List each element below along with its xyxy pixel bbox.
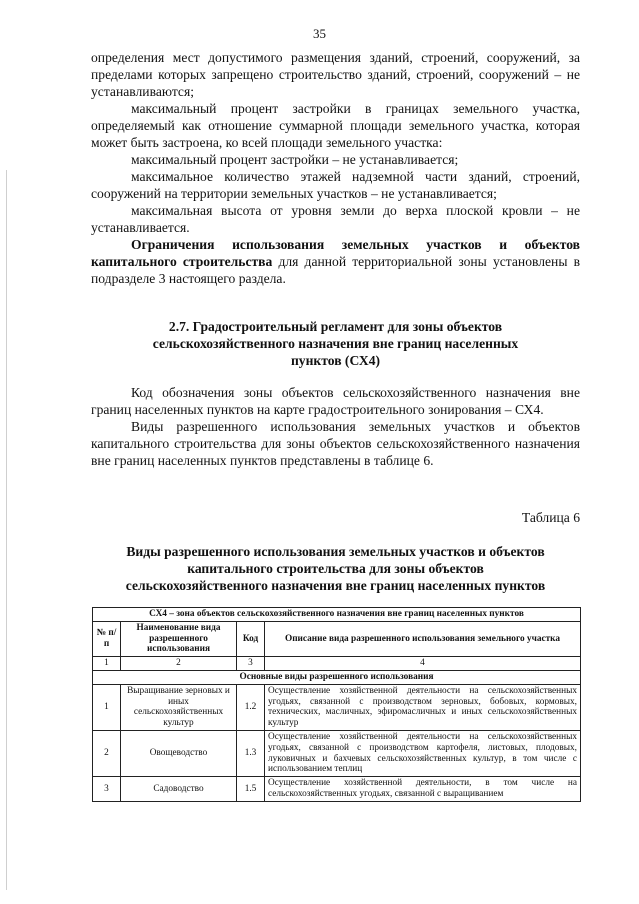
- paragraph-max-coverage: максимальный процент застройки – не устанавливается;: [131, 152, 459, 167]
- table-column-number-row: [93, 657, 581, 671]
- table-column-header-row: [93, 621, 581, 656]
- table-label: Таблица 6: [521, 510, 580, 525]
- row-num: 1: [93, 684, 121, 730]
- table-row: [93, 777, 581, 802]
- paragraph-zone-code: Код обозначения зоны объектов сельскохозяйственного назначения вне границ населенных пунктов на карте градостроительного зонирования – СХ4.: [91, 385, 580, 417]
- scan-edge-divider: [6, 170, 7, 890]
- paragraph-table-reference: Виды разрешенного использования земельных участков и объектов капитального строительства для зоны объектов сельскохозяйственного назначения вне границ населенных пунктов представлены в таблице 6.: [91, 419, 580, 468]
- table-row: [93, 730, 581, 776]
- section-heading-line: пунктов (СХ4): [290, 353, 381, 368]
- page-number: 35: [313, 26, 326, 41]
- table-zone-header-row: [93, 608, 581, 622]
- restrictions-bold-text: Ограничения использования земельных участков и объектов капитального строительства: [91, 237, 580, 269]
- section-row-cell: Основные виды разрешенного использования: [93, 670, 581, 684]
- header-code: Код: [237, 621, 265, 656]
- row-code: 1.5: [237, 777, 265, 802]
- row-description: Осуществление хозяйственной деятельности на сельскохозяйственных угодьях, связанной с производством зерновых, бобовых, кормовых, технических, масличных, эфиромасличных и иных сельскохозяйственных культур: [265, 684, 581, 730]
- row-name: Выращивание зерновых и иных сельскохозяйственных культур: [121, 684, 237, 730]
- section-heading-line: сельскохозяйственного назначения вне границ населенных: [152, 336, 519, 351]
- paragraph-max-height: максимальная высота от уровня земли до верха плоской кровли – не устанавливается.: [91, 203, 580, 235]
- row-num: 2: [93, 730, 121, 776]
- row-code: 1.3: [237, 730, 265, 776]
- table-title: [91, 543, 580, 594]
- row-name: Садоводство: [121, 777, 237, 802]
- row-name: Овощеводство: [121, 730, 237, 776]
- table-title-line: Виды разрешенного использования земельных участков и объектов: [126, 544, 545, 559]
- header-name: Наименование вида разрешенного использования: [121, 621, 237, 656]
- zone-header-cell: СХ4 – зона объектов сельскохозяйственного назначения вне границ населенных пунктов: [93, 608, 581, 622]
- section-heading-line: 2.7. Градостроительный регламент для зоны объектов: [168, 319, 503, 334]
- row-description: Осуществление хозяйственной деятельности на сельскохозяйственных угодьях, связанной с производством картофеля, листовых, плодовых, луковичных и бахчевых сельскохозяйственных культур, в том числе с использованием теплиц: [265, 730, 581, 776]
- table-row: [93, 684, 581, 730]
- regulation-text-top: [91, 49, 580, 287]
- column-number: 2: [121, 657, 237, 671]
- table-title-line: капитального строительства для зоны объектов: [187, 561, 484, 576]
- header-description: Описание вида разрешенного использования земельного участка: [265, 621, 581, 656]
- column-number: 3: [237, 657, 265, 671]
- restrictions-rest-text: для данной территориальной зоны установлены в подразделе 3 настоящего раздела.: [91, 254, 580, 286]
- table-section-row: [93, 670, 581, 684]
- paragraph-setbacks: определения мест допустимого размещения зданий, строений, сооружений, за пределами которых запрещено строительство зданий, строений, сооружений – не устанавливаются;: [91, 50, 580, 99]
- permitted-use-table: [92, 607, 581, 802]
- row-description: Осуществление хозяйственной деятельности, в том числе на сельскохозяйственных угодьях, связанной с выращиванием: [265, 777, 581, 802]
- section-heading: [91, 318, 580, 369]
- paragraph-restrictions: [91, 236, 580, 287]
- regulation-text-body: [91, 384, 580, 469]
- row-num: 3: [93, 777, 121, 802]
- paragraph-max-coverage-definition: максимальный процент застройки в границах земельного участка, определяемый как отношение суммарной площади земельного участка, которая может быть застроена, ко всей площади земельного участка:: [91, 101, 580, 150]
- paragraph-max-floors: максимальное количество этажей надземной части зданий, строений, сооружений на территории земельных участков – не устанавливается;: [91, 169, 580, 201]
- header-num: № п/п: [93, 621, 121, 656]
- table-title-line: сельскохозяйственного назначения вне границ населенных пунктов: [125, 578, 546, 593]
- column-number: 4: [265, 657, 581, 671]
- row-code: 1.2: [237, 684, 265, 730]
- column-number: 1: [93, 657, 121, 671]
